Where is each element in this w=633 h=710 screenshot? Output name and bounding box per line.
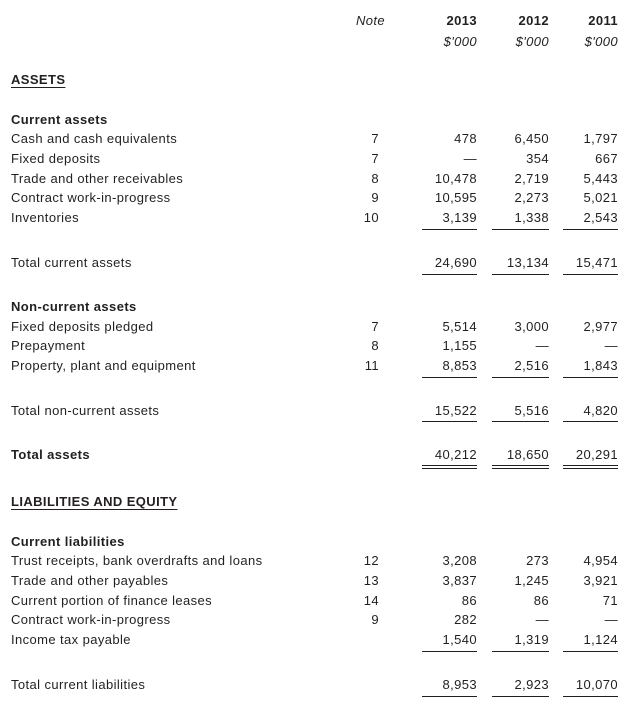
row-note: 12 [363,553,379,568]
subtotal-rule [492,651,549,652]
current-liabilities-heading-row [0,533,633,551]
value-2011: — [604,338,618,353]
value-2012: 5,516 [514,403,549,418]
table-row [0,189,633,207]
value-2012: 2,923 [514,677,549,692]
value-2013: 8,853 [442,358,477,373]
row-label: Total non-current assets [11,403,160,418]
value-2012: 354 [526,151,549,166]
table-row [0,337,633,355]
row-label: Prepayment [11,338,86,353]
table-row [0,318,633,336]
total-current-assets-row [0,254,633,272]
value-2013: 24,690 [434,255,477,270]
value-2013: 478 [454,131,477,146]
subtotal-rule [422,421,477,422]
value-2012: 2,273 [514,190,549,205]
table-row [0,130,633,148]
table-row [0,209,633,227]
table-row [0,631,633,649]
row-label: Total assets [11,447,90,462]
row-note: 11 [364,358,379,373]
value-2012: 3,000 [514,319,549,334]
row-label: Cash and cash equivalents [11,131,178,146]
unit-2012: $'000 [515,34,549,49]
double-rule [492,468,549,469]
subtotal-rule [422,696,477,697]
value-2012: 18,650 [506,447,549,462]
row-label: Total current liabilities [11,677,146,692]
value-2011: 71 [602,593,618,608]
row-note: 14 [363,593,379,608]
value-2011: 3,921 [583,573,618,588]
table-row [0,357,633,375]
value-2013: 3,208 [442,553,477,568]
value-2013: 1,540 [442,632,477,647]
row-note: 9 [371,612,379,627]
value-2013: 10,595 [434,190,477,205]
row-label: Total current assets [11,255,132,270]
row-label: Contract work-in-progress [11,612,171,627]
noncurrent-assets-heading-row [0,298,633,316]
header-row [0,12,633,30]
current-liabilities-heading: Current liabilities [11,534,125,549]
table-row [0,552,633,570]
liabilities-title-row [0,493,633,511]
value-2013: 282 [454,612,477,627]
table-row [0,611,633,629]
row-label: Trust receipts, bank overdrafts and loans [11,553,263,568]
value-2012: 2,516 [514,358,549,373]
subtotal-rule [492,421,549,422]
value-2011: 5,443 [583,171,618,186]
units-row [0,33,633,51]
row-note: 9 [371,190,379,205]
value-2012: 1,338 [514,210,549,225]
noncurrent-assets-heading: Non-current assets [11,299,137,314]
unit-2011: $'000 [584,34,618,49]
subtotal-rule [422,274,477,275]
subtotal-rule [422,377,477,378]
row-label: Inventories [11,210,79,225]
table-row [0,572,633,590]
value-2013: — [463,151,477,166]
liabilities-title: LIABILITIES AND EQUITY [11,494,178,509]
row-label: Fixed deposits [11,151,101,166]
value-2013: 86 [461,593,477,608]
subtotal-rule [563,274,618,275]
value-2012: 273 [526,553,549,568]
value-2011: 667 [595,151,618,166]
total-noncurrent-assets-row [0,402,633,420]
year-2013-header: 2013 [446,13,477,28]
value-2012: 86 [533,593,549,608]
value-2011: 10,070 [575,677,618,692]
row-label: Trade and other receivables [11,171,184,186]
row-note: 7 [371,319,379,334]
current-assets-heading: Current assets [11,112,108,127]
subtotal-rule [563,651,618,652]
value-2012: 6,450 [514,131,549,146]
value-2011: 5,021 [583,190,618,205]
current-assets-heading-row [0,111,633,129]
year-2012-header: 2012 [518,13,549,28]
value-2013: 5,514 [442,319,477,334]
subtotal-rule [563,229,618,230]
value-2011: 1,843 [583,358,618,373]
value-2011: — [604,612,618,627]
value-2013: 3,837 [442,573,477,588]
value-2012: 1,319 [514,632,549,647]
value-2013: 40,212 [434,447,477,462]
unit-2013: $'000 [443,34,477,49]
assets-title: ASSETS [11,72,66,87]
value-2011: 2,977 [583,319,618,334]
table-row [0,170,633,188]
subtotal-rule [492,229,549,230]
row-label: Current portion of finance leases [11,593,213,608]
row-note: 8 [371,171,379,186]
value-2011: 2,543 [583,210,618,225]
row-label: Property, plant and equipment [11,358,196,373]
value-2012: 2,719 [514,171,549,186]
double-rule [563,465,618,466]
subtotal-rule [422,651,477,652]
row-label: Income tax payable [11,632,131,647]
value-2013: 1,155 [442,338,477,353]
table-row [0,150,633,168]
value-2013: 10,478 [434,171,477,186]
value-2011: 1,124 [583,632,618,647]
value-2011: 15,471 [575,255,618,270]
double-rule [492,465,549,466]
subtotal-rule [492,274,549,275]
subtotal-rule [563,696,618,697]
note-header: Note [356,13,386,28]
row-label: Contract work-in-progress [11,190,171,205]
value-2013: 15,522 [434,403,477,418]
assets-title-row [0,71,633,89]
value-2012: — [535,612,549,627]
table-row [0,592,633,610]
subtotal-rule [492,377,549,378]
row-note: 8 [371,338,379,353]
double-rule [422,465,477,466]
value-2011: 4,954 [583,553,618,568]
total-assets-row [0,446,633,464]
row-label: Fixed deposits pledged [11,319,154,334]
value-2013: 8,953 [442,677,477,692]
value-2011: 20,291 [575,447,618,462]
subtotal-rule [563,421,618,422]
row-note: 7 [371,151,379,166]
row-label: Trade and other payables [11,573,169,588]
year-2011-header: 2011 [588,13,618,28]
subtotal-rule [492,696,549,697]
row-note: 7 [371,131,379,146]
total-current-liabilities-row [0,676,633,694]
value-2013: 3,139 [442,210,477,225]
row-note: 10 [363,210,379,225]
subtotal-rule [563,377,618,378]
subtotal-rule [422,229,477,230]
double-rule [422,468,477,469]
value-2012: 13,134 [506,255,549,270]
value-2012: 1,245 [514,573,549,588]
value-2011: 4,820 [583,403,618,418]
double-rule [563,468,618,469]
row-note: 13 [363,573,379,588]
value-2012: — [535,338,549,353]
value-2011: 1,797 [583,131,618,146]
